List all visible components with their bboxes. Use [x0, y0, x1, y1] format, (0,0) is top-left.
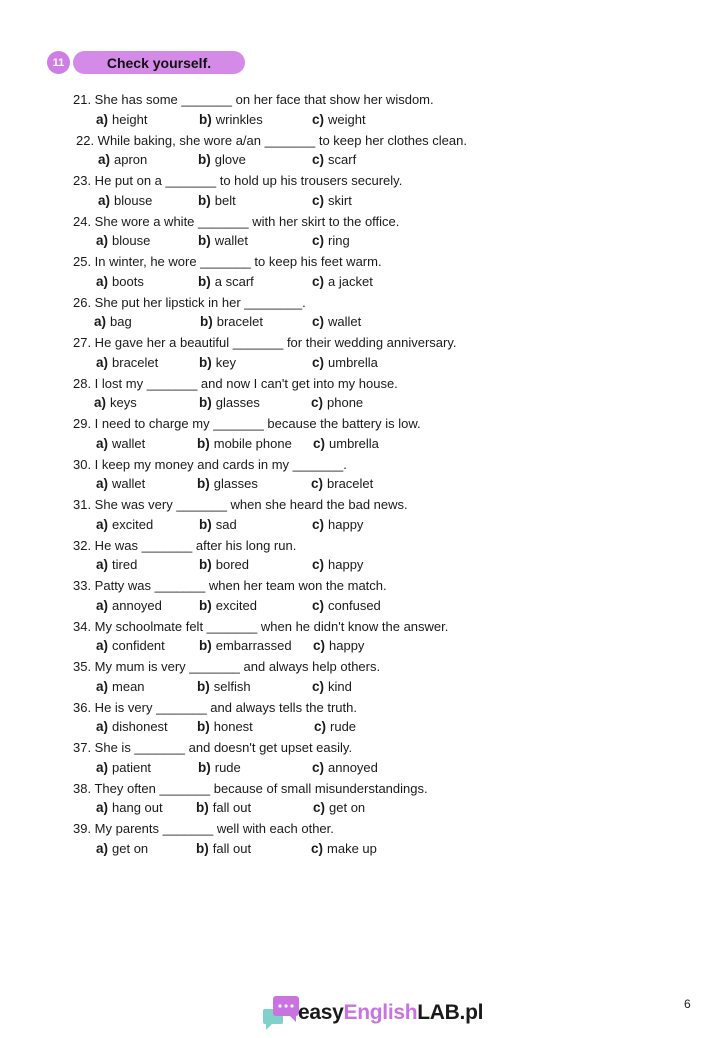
option-c[interactable] [312, 151, 356, 168]
option-letter: b) [197, 435, 210, 451]
question-text: 29. I need to charge my _______ because the battery is low. [73, 416, 421, 431]
option-text: honest [213, 719, 253, 734]
option-text: apron [114, 152, 148, 167]
section-number-badge: 11 [47, 51, 70, 74]
option-a[interactable] [96, 516, 153, 533]
option-letter: c) [312, 111, 325, 127]
option-text: phone [327, 395, 364, 410]
option-c[interactable] [312, 759, 378, 776]
option-text: weight [328, 111, 366, 127]
option-a[interactable] [96, 759, 151, 776]
option-letter: a) [96, 516, 109, 532]
option-text: wallet [328, 314, 362, 329]
option-text: hang out [112, 800, 163, 815]
option-a[interactable] [96, 273, 144, 290]
answer-options [0, 192, 718, 210]
option-a[interactable] [98, 192, 152, 209]
option-b[interactable] [199, 516, 237, 533]
question-item [0, 294, 718, 335]
answer-options [0, 637, 718, 655]
option-text: make up [327, 840, 377, 856]
option-letter: a) [96, 557, 109, 572]
option-letter: a) [96, 840, 109, 856]
question-text: 22. While baking, she wore a/an _______ to keep her clothes clean. [76, 132, 467, 148]
option-text: rude [330, 719, 357, 734]
question-item [0, 618, 718, 659]
option-letter: b) [197, 719, 210, 734]
option-text: embarrassed [215, 638, 292, 653]
option-a[interactable] [94, 394, 137, 411]
option-text: fall out [212, 800, 252, 815]
option-b[interactable] [199, 354, 236, 371]
option-b[interactable] [196, 799, 251, 816]
option-c[interactable] [311, 394, 363, 411]
option-text: blouse [114, 192, 153, 208]
question-text: 34. My schoolmate felt _______ when he didn't know the answer. [73, 618, 449, 634]
question-item [0, 780, 718, 821]
option-a[interactable] [94, 313, 132, 330]
option-b[interactable] [197, 678, 251, 695]
option-c[interactable] [312, 354, 378, 371]
answer-options [0, 354, 718, 372]
question-text: 33. Patty was _______ when her team won the match. [73, 578, 387, 593]
option-a[interactable] [96, 637, 165, 654]
site-logo [262, 994, 502, 1034]
option-letter: b) [198, 233, 211, 248]
option-letter: a) [96, 597, 109, 613]
option-b[interactable] [200, 313, 263, 330]
option-text: bracelet [112, 354, 159, 370]
option-a[interactable] [96, 678, 145, 695]
option-text: bored [215, 557, 249, 572]
option-letter: c) [313, 800, 326, 815]
option-a[interactable] [96, 718, 168, 735]
option-letter: a) [96, 638, 109, 653]
option-b[interactable] [198, 151, 246, 168]
logo-easy: easy [298, 1001, 344, 1024]
option-c[interactable] [312, 678, 352, 695]
question-item [0, 456, 718, 497]
option-text: fall out [212, 840, 252, 856]
option-c[interactable] [314, 718, 356, 735]
option-letter: b) [199, 597, 212, 613]
option-letter: c) [313, 638, 326, 653]
answer-options [0, 313, 718, 331]
option-text: a jacket [328, 273, 373, 289]
answer-options [0, 840, 718, 858]
option-letter: b) [200, 314, 213, 329]
option-text: wallet [214, 233, 248, 248]
option-letter: b) [197, 476, 210, 491]
option-letter: c) [311, 476, 324, 491]
option-text: get on [112, 840, 149, 856]
option-text: wallet [112, 435, 146, 451]
question-item [0, 91, 718, 132]
option-letter: a) [96, 233, 109, 248]
option-letter: b) [198, 152, 211, 167]
option-text: happy [328, 557, 364, 572]
answer-options [0, 475, 718, 493]
option-letter: c) [312, 597, 325, 613]
answer-options [0, 394, 718, 412]
option-letter: c) [312, 233, 325, 248]
option-b[interactable] [197, 435, 292, 452]
answer-options [0, 111, 718, 129]
option-text: scarf [328, 152, 357, 167]
option-c[interactable] [312, 556, 363, 573]
option-b[interactable] [198, 273, 254, 290]
option-letter: a) [96, 435, 109, 451]
option-c[interactable] [312, 516, 363, 533]
question-text: 21. She has some _______ on her face that show her wisdom. [73, 92, 434, 107]
option-text: mobile phone [213, 435, 292, 451]
option-letter: a) [94, 314, 107, 329]
option-text: annoyed [328, 759, 378, 775]
question-text: 38. They often _______ because of small misunderstandings. [73, 780, 428, 796]
option-text: boots [112, 273, 144, 289]
question-item [0, 699, 718, 740]
option-text: happy [328, 516, 364, 532]
option-text: confident [112, 638, 165, 653]
option-text: kind [328, 678, 352, 694]
question-text: 25. In winter, he wore _______ to keep his feet warm. [73, 254, 382, 269]
option-letter: a) [96, 273, 109, 289]
logo-text [298, 1001, 483, 1025]
option-letter: c) [312, 678, 325, 694]
option-text: selfish [213, 678, 251, 694]
option-c[interactable] [313, 637, 364, 654]
option-c[interactable] [313, 799, 365, 816]
option-letter: b) [199, 111, 212, 127]
logo-english: English [343, 1001, 418, 1024]
option-text: ring [328, 233, 350, 248]
answer-options [0, 678, 718, 696]
option-c[interactable] [311, 840, 377, 857]
option-b[interactable] [196, 840, 251, 857]
option-a[interactable] [96, 597, 162, 614]
option-letter: a) [98, 152, 111, 167]
answer-options [0, 435, 718, 453]
option-letter: b) [199, 557, 212, 572]
option-letter: c) [312, 354, 325, 370]
option-b[interactable] [197, 475, 258, 492]
option-letter: a) [96, 759, 109, 775]
option-b[interactable] [199, 597, 257, 614]
option-letter: a) [96, 111, 109, 127]
option-text: excited [215, 597, 257, 613]
option-text: rude [214, 759, 241, 775]
option-c[interactable] [312, 232, 350, 249]
option-text: get on [329, 800, 366, 815]
option-letter: a) [96, 476, 109, 491]
option-letter: c) [312, 273, 325, 289]
chat-bubbles-icon [262, 994, 302, 1034]
question-text: 30. I keep my money and cards in my _______. [73, 456, 347, 472]
option-letter: c) [312, 152, 325, 167]
question-item [0, 577, 718, 618]
question-text: 36. He is very _______ and always tells the truth. [73, 699, 357, 715]
option-a[interactable] [96, 435, 145, 452]
option-text: belt [214, 192, 236, 208]
option-letter: b) [199, 395, 212, 410]
option-letter: b) [196, 800, 209, 815]
option-letter: b) [197, 678, 210, 694]
option-text: confused [328, 597, 381, 613]
option-text: bracelet [216, 314, 263, 329]
answer-options [0, 759, 718, 777]
option-b[interactable] [198, 759, 241, 776]
option-c[interactable] [312, 111, 366, 128]
option-text: umbrella [328, 354, 378, 370]
option-letter: c) [312, 759, 325, 775]
option-b[interactable] [199, 637, 292, 654]
question-item [0, 213, 718, 254]
option-a[interactable] [98, 151, 147, 168]
question-text: 26. She put her lipstick in her ________. [73, 294, 306, 310]
answer-options [0, 718, 718, 736]
option-text: excited [112, 516, 154, 532]
option-text: annoyed [112, 597, 162, 613]
option-letter: c) [312, 314, 325, 329]
option-letter: c) [311, 395, 324, 410]
option-b[interactable] [199, 556, 249, 573]
question-item [0, 172, 718, 213]
option-b[interactable] [198, 192, 236, 209]
option-letter: a) [94, 395, 107, 410]
option-text: key [215, 354, 236, 370]
answer-options [0, 273, 718, 291]
option-a[interactable] [96, 556, 137, 573]
option-text: sad [215, 516, 237, 532]
option-letter: b) [198, 759, 211, 775]
option-a[interactable] [96, 840, 148, 857]
answer-options [0, 597, 718, 615]
question-item [0, 820, 718, 861]
option-a[interactable] [96, 232, 150, 249]
option-letter: c) [311, 840, 324, 856]
question-item [0, 537, 718, 578]
option-text: glasses [213, 476, 258, 491]
option-text: keys [110, 395, 137, 410]
option-a[interactable] [96, 354, 158, 371]
option-letter: a) [96, 678, 109, 694]
option-letter: b) [196, 840, 209, 856]
answer-options [0, 516, 718, 534]
option-text: blouse [112, 233, 151, 248]
question-text: 23. He put on a _______ to hold up his trousers securely. [73, 173, 403, 188]
option-text: mean [112, 678, 145, 694]
answer-options [0, 232, 718, 250]
question-text: 27. He gave her a beautiful _______ for their wedding anniversary. [73, 335, 457, 350]
option-text: glasses [215, 395, 260, 410]
option-letter: c) [313, 435, 326, 451]
option-b[interactable] [198, 232, 248, 249]
option-letter: c) [314, 719, 327, 734]
option-letter: b) [199, 638, 212, 653]
option-letter: b) [199, 516, 212, 532]
question-text: 24. She wore a white _______ with her skirt to the office. [73, 213, 400, 229]
question-list [0, 91, 718, 861]
question-text: 28. I lost my _______ and now I can't get into my house. [73, 375, 398, 391]
option-letter: b) [199, 354, 212, 370]
option-text: bag [110, 314, 132, 329]
question-item [0, 658, 718, 699]
option-letter: c) [312, 192, 325, 208]
option-text: dishonest [112, 719, 168, 734]
option-letter: a) [96, 354, 109, 370]
option-text: glove [214, 152, 246, 167]
option-c[interactable] [312, 597, 381, 614]
option-letter: a) [96, 719, 109, 734]
question-item [0, 415, 718, 456]
option-text: patient [112, 759, 152, 775]
answer-options [0, 151, 718, 169]
section-title: Check yourself. [73, 51, 245, 74]
page-number: 6 [684, 997, 691, 1011]
question-item [0, 739, 718, 780]
option-text: happy [329, 638, 365, 653]
question-item [0, 334, 718, 375]
option-letter: c) [312, 516, 325, 532]
option-text: tired [112, 557, 138, 572]
option-c[interactable] [312, 313, 361, 330]
option-a[interactable] [96, 111, 147, 128]
option-c[interactable] [313, 435, 379, 452]
option-c[interactable] [312, 192, 352, 209]
option-b[interactable] [199, 394, 260, 411]
option-b[interactable] [197, 718, 253, 735]
option-b[interactable] [199, 111, 263, 128]
answer-options [0, 799, 718, 817]
option-letter: a) [96, 800, 109, 815]
option-a[interactable] [96, 475, 145, 492]
answer-options [0, 556, 718, 574]
question-item [0, 253, 718, 294]
option-text: wrinkles [215, 111, 263, 127]
option-text: height [112, 111, 148, 127]
question-item [0, 375, 718, 416]
option-c[interactable] [311, 475, 373, 492]
option-letter: c) [312, 557, 325, 572]
question-text: 37. She is _______ and doesn't get upset easily. [73, 740, 353, 755]
question-text: 32. He was _______ after his long run. [73, 537, 297, 553]
option-c[interactable] [312, 273, 373, 290]
option-text: umbrella [329, 435, 379, 451]
option-text: skirt [328, 192, 352, 208]
option-letter: a) [98, 192, 111, 208]
logo-lab: LAB.pl [417, 1001, 484, 1024]
question-item [0, 132, 718, 173]
question-text: 39. My parents _______ well with each other. [73, 821, 334, 836]
option-text: wallet [112, 476, 146, 491]
option-letter: b) [198, 273, 211, 289]
question-text: 35. My mum is very _______ and always help others. [73, 659, 381, 674]
option-letter: b) [198, 192, 211, 208]
option-text: a scarf [214, 273, 254, 289]
question-text: 31. She was very _______ when she heard the bad news. [73, 497, 408, 512]
option-a[interactable] [96, 799, 163, 816]
option-text: bracelet [327, 476, 374, 491]
question-item [0, 496, 718, 537]
